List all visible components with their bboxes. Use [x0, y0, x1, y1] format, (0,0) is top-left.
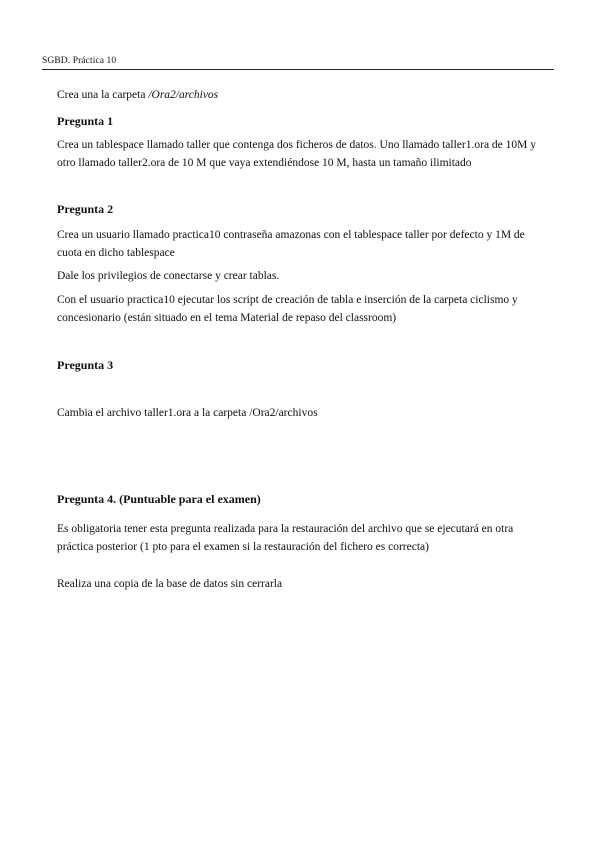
q4-title: Pregunta 4. (Puntuable para el examen) — [57, 492, 261, 506]
intro-path: /Ora2/archivos — [148, 89, 219, 101]
q3-text: Cambia el archivo taller1.ora a la carpeta /Ora2/archivos — [57, 407, 318, 419]
q2-paragraph-1: Crea un usuario llamado practica10 contraseña amazonas con el tablespace taller por defecto y 1M de cuota en dicho tablespace — [57, 229, 525, 259]
q1-text: Crea un tablespace llamado taller que contenga dos ficheros de datos. Uno llamado taller1.ora de 10M y otro llamado taller2.ora de 10 M que vaya extendiéndose 10 M, hasta un tamaño ilimitado — [57, 139, 537, 169]
q2-paragraph-2: Dale los privilegios de conectarse y crear tablas. — [57, 270, 280, 282]
q3-title: Pregunta 3 — [57, 358, 114, 372]
q1-title: Pregunta 1 — [57, 114, 114, 128]
intro-prefix: Crea una la carpeta — [57, 89, 149, 101]
q2-title: Pregunta 2 — [57, 202, 114, 216]
q4-paragraph-2: Realiza una copia de la base de datos sin cerrarla — [57, 578, 283, 590]
header-divider — [42, 69, 554, 70]
page-header: SGBD. Práctica 10 — [42, 56, 117, 66]
q4-paragraph-1: Es obligatoria tener esta pregunta realizada para la restauración del archivo que se ejecutará en otra práctica posterior (1 pto para el examen si la restauración del fichero es correcta) — [57, 523, 514, 553]
intro-line — [57, 86, 547, 104]
q2-paragraph-3: Con el usuario practica10 ejecutar los script de creación de tabla e inserción de la carpeta ciclismo y concesionario (están situado en el tema Material de repaso del classroom) — [57, 294, 518, 324]
